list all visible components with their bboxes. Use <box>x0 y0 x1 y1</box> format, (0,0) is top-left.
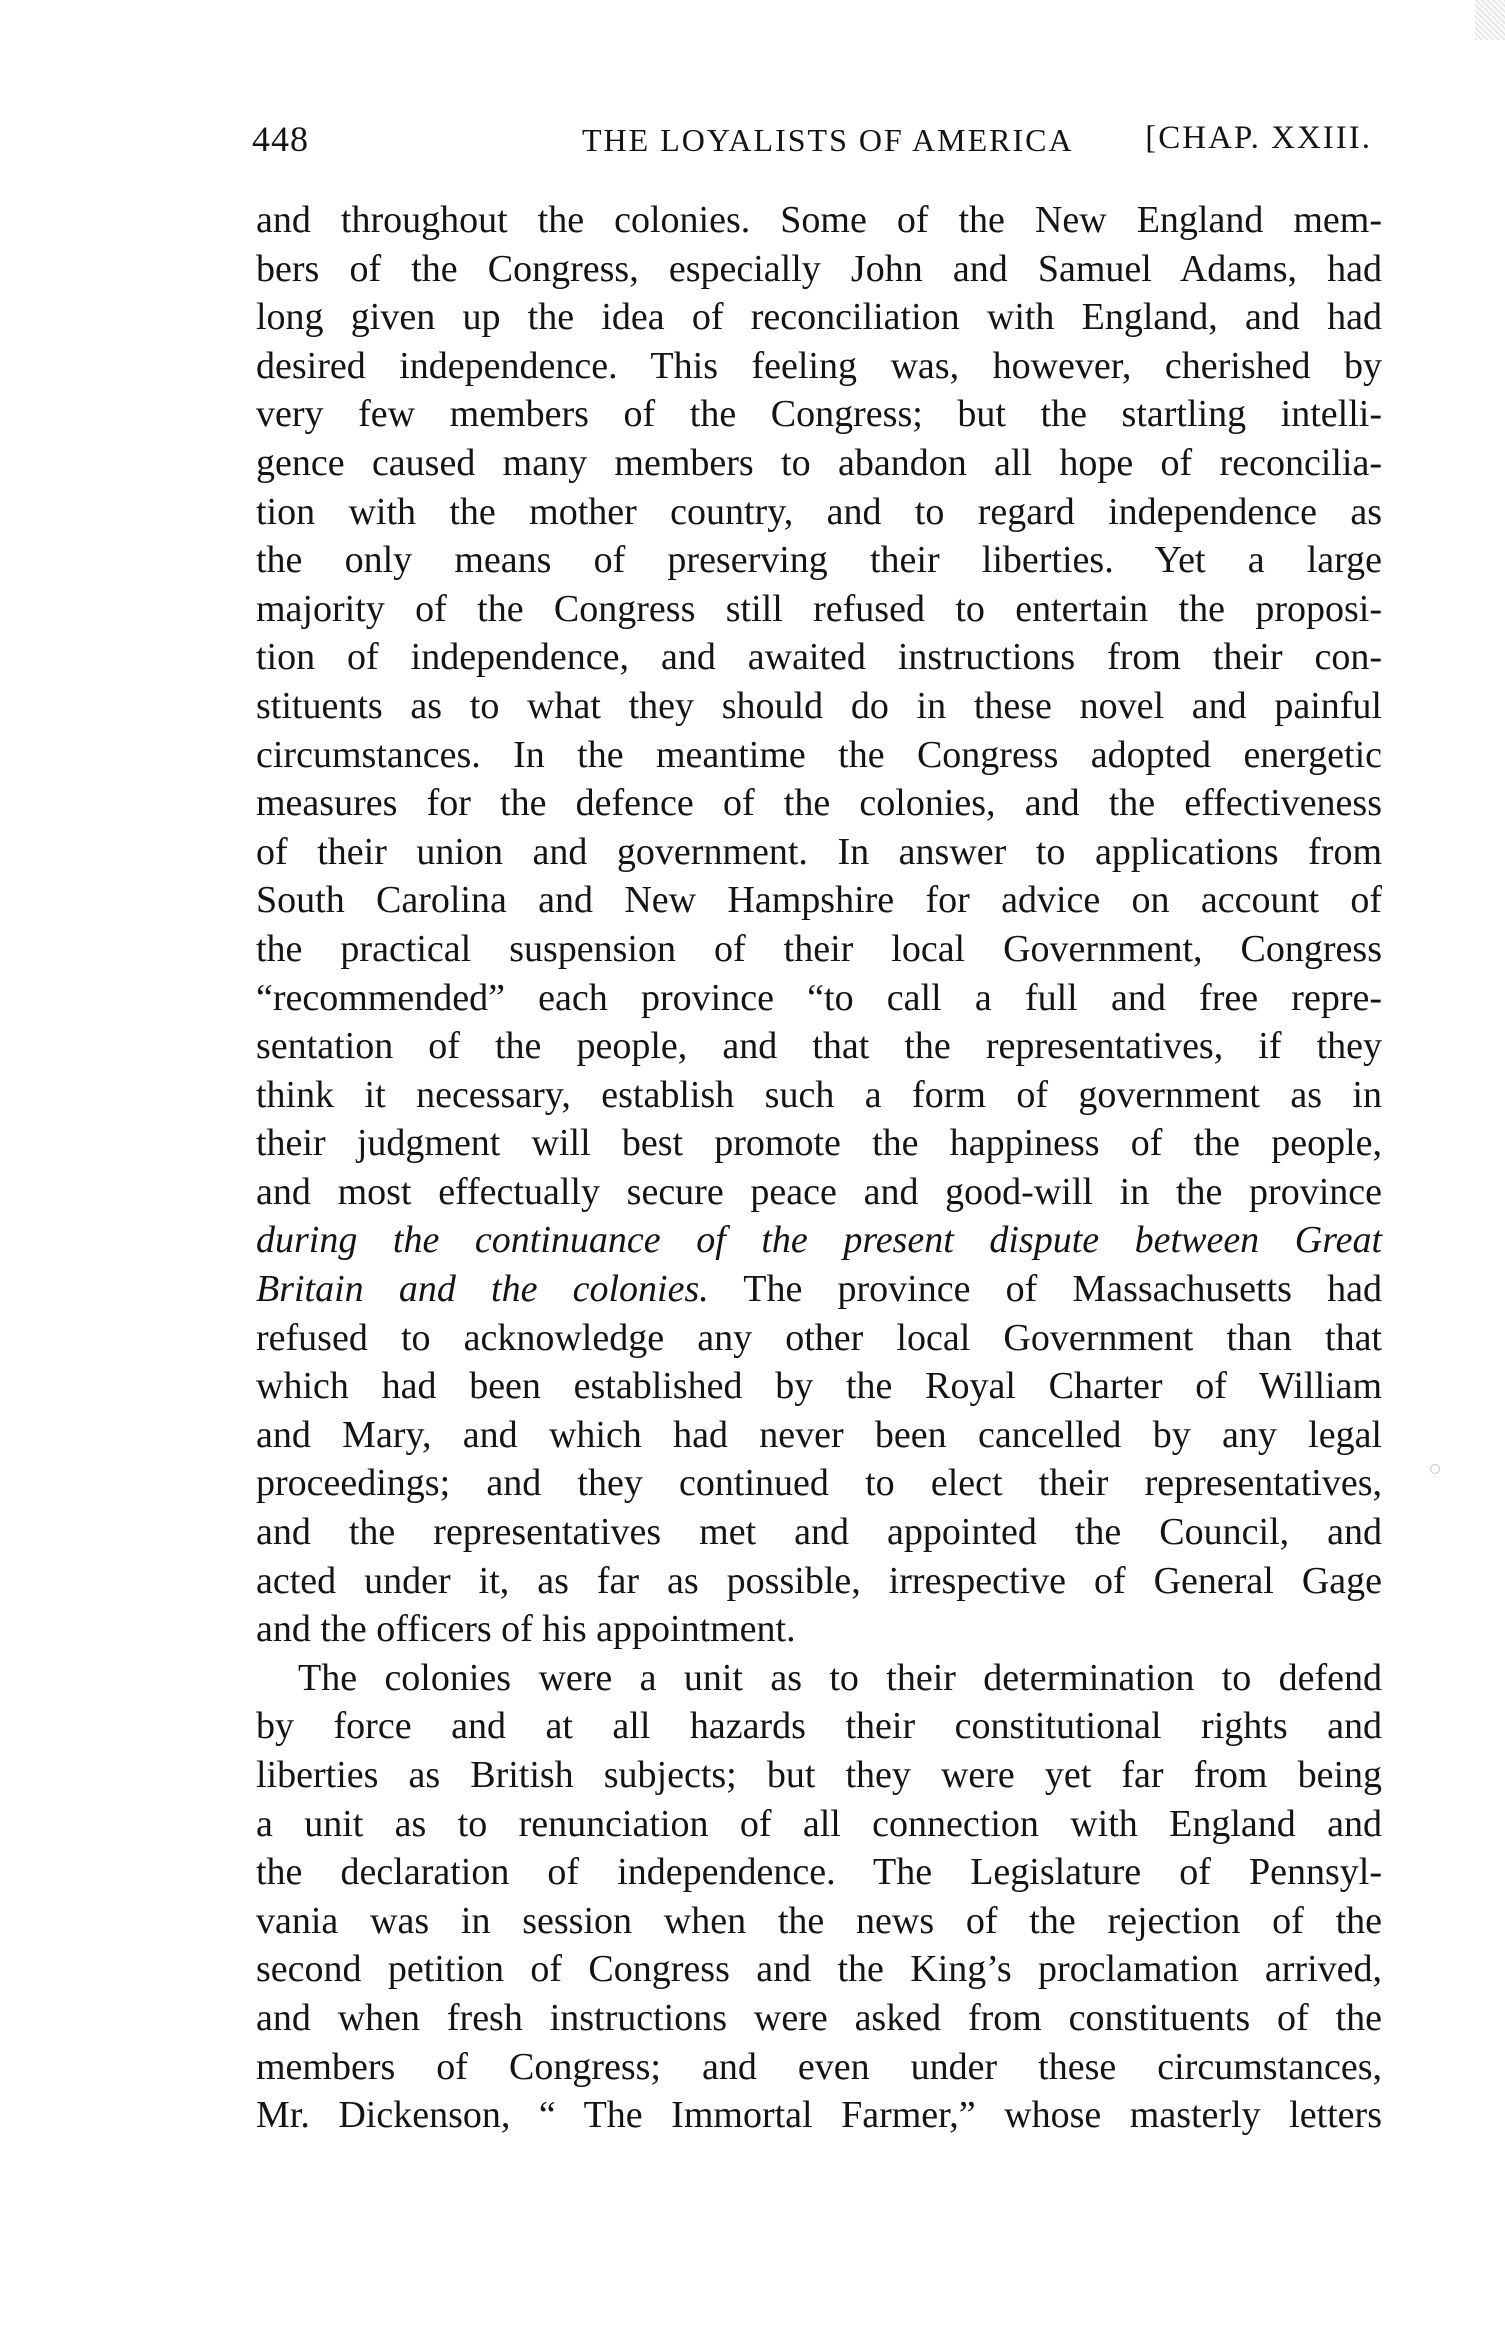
italic-text-line: during the continuance of the present dispute between Great <box>256 1219 1382 1262</box>
text-line: “recommended” each province “to call a full and free repre- <box>256 976 1382 1019</box>
chapter-label: [CHAP. XXIII. <box>1145 120 1372 156</box>
text-line: acted under it, as far as possible, irrespective of General Gage <box>256 1559 1382 1602</box>
text-line: of their union and government. In answer to applications from <box>256 830 1382 873</box>
text-line: desired independence. This feeling was, however, cherished by <box>256 344 1382 387</box>
text-line: refused to acknowledge any other local Government than that <box>256 1316 1382 1359</box>
text-line: and Mary, and which had never been cancelled by any legal <box>256 1413 1382 1456</box>
text-line: which had been established by the Royal Charter of William <box>256 1365 1382 1408</box>
mixed-text-line <box>256 1265 1382 1314</box>
running-title: THE LOYALISTS OF AMERICA <box>582 122 1074 158</box>
text-line: circumstances. In the meantime the Congress adopted energetic <box>256 733 1382 776</box>
text-line: long given up the idea of reconciliation with England, and had <box>256 296 1382 339</box>
text-line: stituents as to what they should do in these novel and painful <box>256 684 1382 727</box>
text-line: the declaration of independence. The Legislature of Pennsyl- <box>256 1851 1382 1894</box>
text-line: measures for the defence of the colonies, and the effectiveness <box>256 782 1382 825</box>
text-line: tion with the mother country, and to regard independence as <box>256 490 1382 533</box>
text-line: and most effectually secure peace and good-will in the province <box>256 1170 1382 1213</box>
text-line: their judgment will best promote the happiness of the people, <box>256 1122 1382 1165</box>
text-line: and the representatives met and appointed the Council, and <box>256 1511 1382 1554</box>
text-line: and when fresh instructions were asked from constituents of the <box>256 1996 1382 2039</box>
text-line: and throughout the colonies. Some of the New England mem- <box>256 199 1382 241</box>
text-line: the only means of preserving their liberties. Yet a large <box>256 539 1382 582</box>
text-line: by force and at all hazards their constitutional rights and <box>256 1705 1382 1748</box>
text-line: proceedings; and they continued to elect their representatives, <box>256 1462 1382 1505</box>
body-text <box>256 196 1382 2140</box>
scan-corner-mark <box>1475 0 1505 40</box>
text-line: majority of the Congress still refused to entertain the proposi- <box>256 587 1382 630</box>
text-line: vania was in session when the news of the rejection of the <box>256 1899 1382 1942</box>
text-line: tion of independence, and awaited instructions from their con- <box>256 636 1382 679</box>
text-line: The colonies were a unit as to their determination to defend <box>298 1656 1382 1699</box>
text-line: members of Congress; and even under these circumstances, <box>256 2045 1382 2088</box>
text-line: second petition of Congress and the King’s proclamation arrived, <box>256 1948 1382 1991</box>
text-segment: The province of Massachusetts had <box>708 1268 1382 1311</box>
text-line: very few members of the Congress; but the startling intelli- <box>256 393 1382 436</box>
text-line: Mr. Dickenson, “ The Immortal Farmer,” whose masterly letters <box>256 2094 1382 2137</box>
paragraph-2 <box>256 1654 1382 2140</box>
text-line: liberties as British subjects; but they were yet far from being <box>256 1754 1382 1796</box>
paragraph-1 <box>256 196 1382 1654</box>
scan-speck <box>1430 1464 1440 1474</box>
text-line: a unit as to renunciation of all connection with England and <box>256 1802 1382 1845</box>
text-line: the practical suspension of their local Government, Congress <box>256 927 1382 970</box>
text-line: South Carolina and New Hampshire for advice on account of <box>256 879 1382 922</box>
text-line: sentation of the people, and that the representatives, if they <box>256 1025 1382 1068</box>
text-line: gence caused many members to abandon all hope of reconcilia- <box>256 441 1382 484</box>
text-line: think it necessary, establish such a form of government as in <box>256 1073 1382 1116</box>
running-header <box>252 118 1392 168</box>
page-number: 448 <box>252 119 309 159</box>
italic-phrase: Britain and the colonies. <box>256 1268 709 1311</box>
text-line: bers of the Congress, especially John and Samuel Adams, had <box>256 247 1382 290</box>
text-line: and the officers of his appointment. <box>256 1608 796 1651</box>
